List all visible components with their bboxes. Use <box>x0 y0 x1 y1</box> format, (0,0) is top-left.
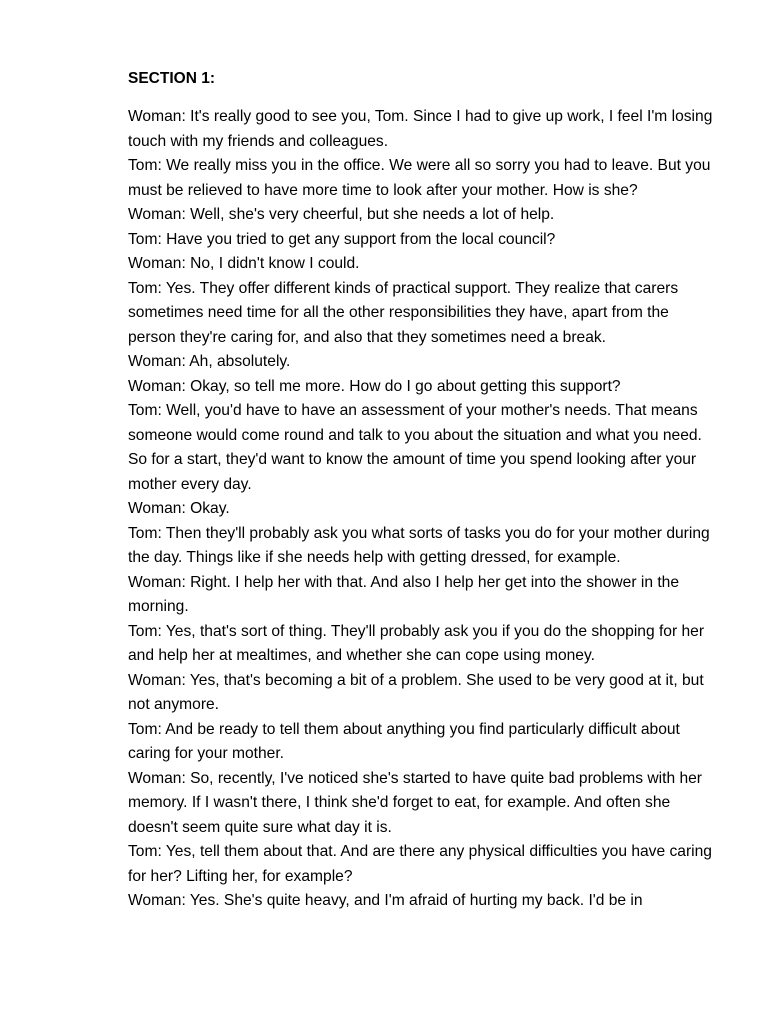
dialogue-line: Woman: Okay, so tell me more. How do I go about getting this support? <box>128 377 621 395</box>
dialogue-line: Woman: No, I didn't know I could. <box>128 255 360 272</box>
dialogue-line: Woman: Okay. <box>128 500 230 517</box>
dialogue-line: Tom: Yes, tell them about that. And are there any physical difficulties you have caring for her? Lifting her, for example? <box>128 843 712 885</box>
dialogue-line: Woman: Right. I help her with that. And also I help her get into the shower in the morning. <box>128 573 680 615</box>
dialogue-line: Tom: Yes. They offer different kinds of practical support. They realize that carers sometimes need time for all the other responsibilities they have, apart from the person they're caring for, and also that they sometimes need a break. <box>128 279 679 346</box>
dialogue-line: Tom: We really miss you in the office. We were all so sorry you had to leave. But you must be relieved to have more time to look after your mother. How is she? <box>128 157 711 199</box>
dialogue-line: Woman: Yes. She's quite heavy, and I'm afraid of hurting my back. I'd be in <box>128 892 643 909</box>
section-heading: SECTION 1: <box>128 70 215 87</box>
dialogue-transcript <box>128 105 718 914</box>
dialogue-line: Tom: Well, you'd have to have an assessment of your mother's needs. That means someone would come round and talk to you about the situation and what you need. So for a start, they'd want to know the amount of time you spend looking after your mother every day. <box>128 402 702 493</box>
dialogue-line: Tom: Then they'll probably ask you what sorts of tasks you do for your mother during the day. Things like if she needs help with getting dressed, for example. <box>128 524 710 566</box>
dialogue-line: Tom: And be ready to tell them about anything you find particularly difficult about caring for your mother. <box>128 720 680 762</box>
document-body <box>128 67 718 914</box>
dialogue-line: Woman: So, recently, I've noticed she's started to have quite bad problems with her memory. If I wasn't there, I think she'd forget to eat, for example. And often she doesn't seem quite sure what day it is. <box>128 769 702 836</box>
dialogue-line: Woman: Ah, absolutely. <box>128 353 291 370</box>
dialogue-line: Woman: It's really good to see you, Tom. Since I had to give up work, I feel I'm losing touch with my friends and colleagues. <box>128 108 713 150</box>
dialogue-line: Tom: Yes, that's sort of thing. They'll probably ask you if you do the shopping for her and help her at mealtimes, and whether she can cope using money. <box>128 622 705 664</box>
dialogue-line: Woman: Well, she's very cheerful, but she needs a lot of help. <box>128 206 555 223</box>
dialogue-line: Woman: Yes, that's becoming a bit of a problem. She used to be very good at it, but not anymore. <box>128 671 704 713</box>
dialogue-line: Tom: Have you tried to get any support from the local council? <box>128 230 556 248</box>
